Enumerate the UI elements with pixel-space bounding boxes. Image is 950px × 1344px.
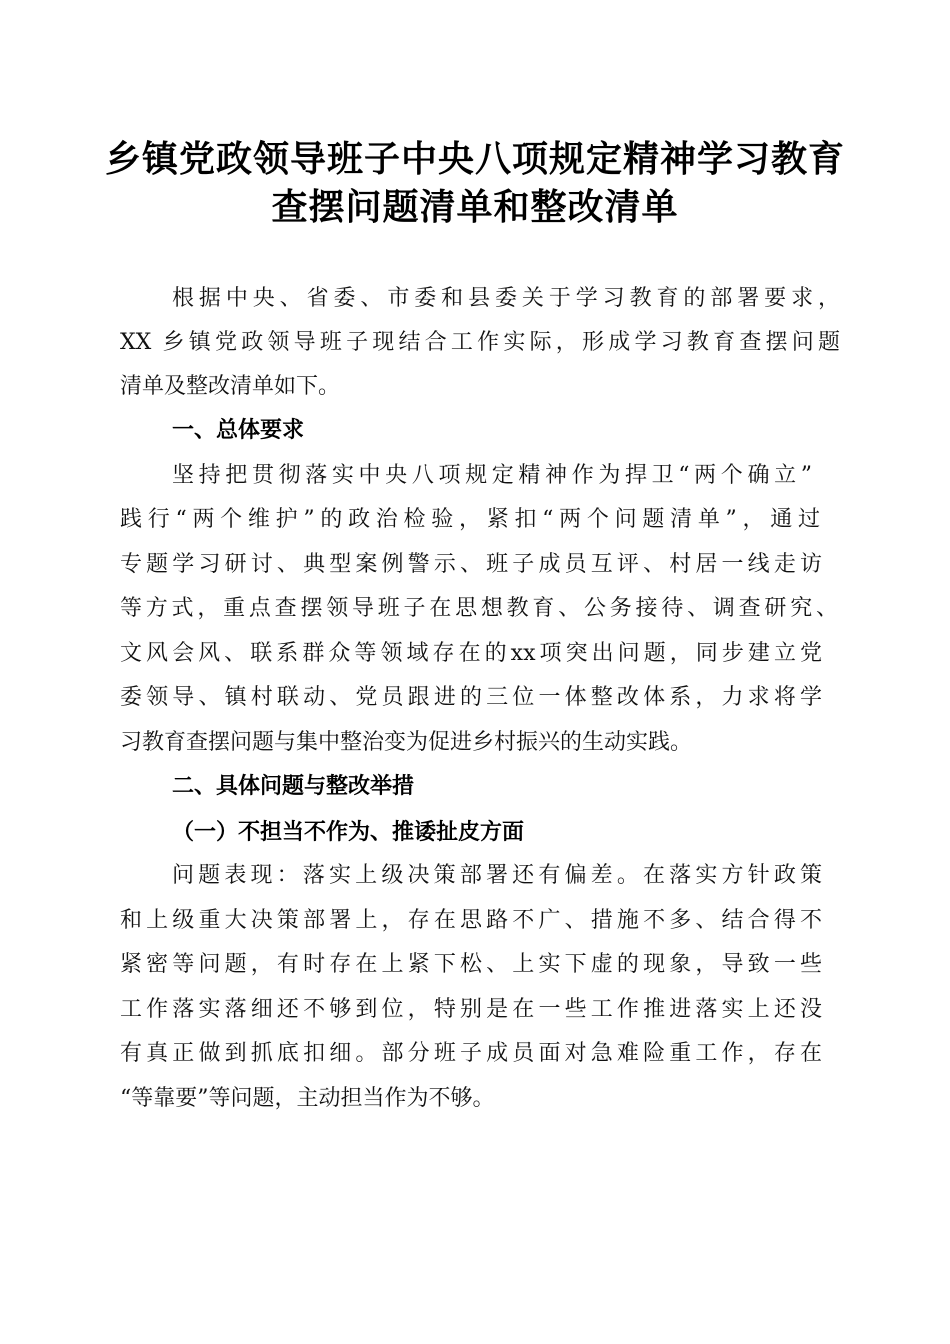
section-1-heading: 一、总体要求 bbox=[172, 418, 305, 443]
intro-line-2: XX 乡镇党政领导班子现结合工作实际，形成学习教育查摆问题 bbox=[120, 330, 840, 355]
section-1-line-2: 践行“两个维护”的政治检验，紧扣“两个问题清单”，通过 bbox=[120, 507, 820, 532]
problem-line-2: 和上级重大决策部署上，存在思路不广、措施不多、结合得不 bbox=[120, 908, 822, 933]
section-1-line-5: 文风会风、联系群众等领域存在的xx项突出问题，同步建立党 bbox=[120, 641, 822, 666]
intro-line-1: 根据中央、省委、市委和县委关于学习教育的部署要求， bbox=[172, 286, 840, 311]
section-1-line-4: 等方式，重点查摆领导班子在思想教育、公务接待、调查研究、 bbox=[120, 596, 838, 621]
section-1-line-6: 委领导、镇村联动、党员跟进的三位一体整改体系，力求将学 bbox=[120, 685, 822, 710]
problem-line-6: “等靠要”等问题，主动担当作为不够。 bbox=[120, 1086, 495, 1111]
intro-line-3: 清单及整改清单如下。 bbox=[120, 374, 341, 399]
problem-line-1: 问题表现：落实上级决策部署还有偏差。在落实方针政策 bbox=[172, 863, 822, 888]
problem-line-3: 紧密等问题，有时存在上紧下松、上实下虚的现象，导致一些 bbox=[120, 952, 822, 977]
document-title-line-2: 查摆问题清单和整改清单 bbox=[271, 186, 679, 228]
section-1-line-7: 习教育查摆问题与集中整治变为促进乡村振兴的生动实践。 bbox=[120, 730, 693, 755]
section-2-heading: 二、具体问题与整改举措 bbox=[172, 774, 415, 799]
section-1-line-3: 专题学习研讨、典型案例警示、班子成员互评、村居一线走访 bbox=[120, 552, 822, 577]
problem-line-4: 工作落实落细还不够到位，特别是在一些工作推进落实上还没 bbox=[120, 997, 822, 1022]
document-title-line-1: 乡镇党政领导班子中央八项规定精神学习教育 bbox=[104, 138, 845, 180]
section-1-line-1: 坚持把贯彻落实中央八项规定精神作为捍卫“两个确立” bbox=[172, 463, 812, 488]
problem-line-5: 有真正做到抓底扣细。部分班子成员面对急难险重工作，存在 bbox=[120, 1041, 822, 1066]
subsection-1-heading: （一）不担当不作为、推诿扯皮方面 bbox=[172, 819, 525, 845]
